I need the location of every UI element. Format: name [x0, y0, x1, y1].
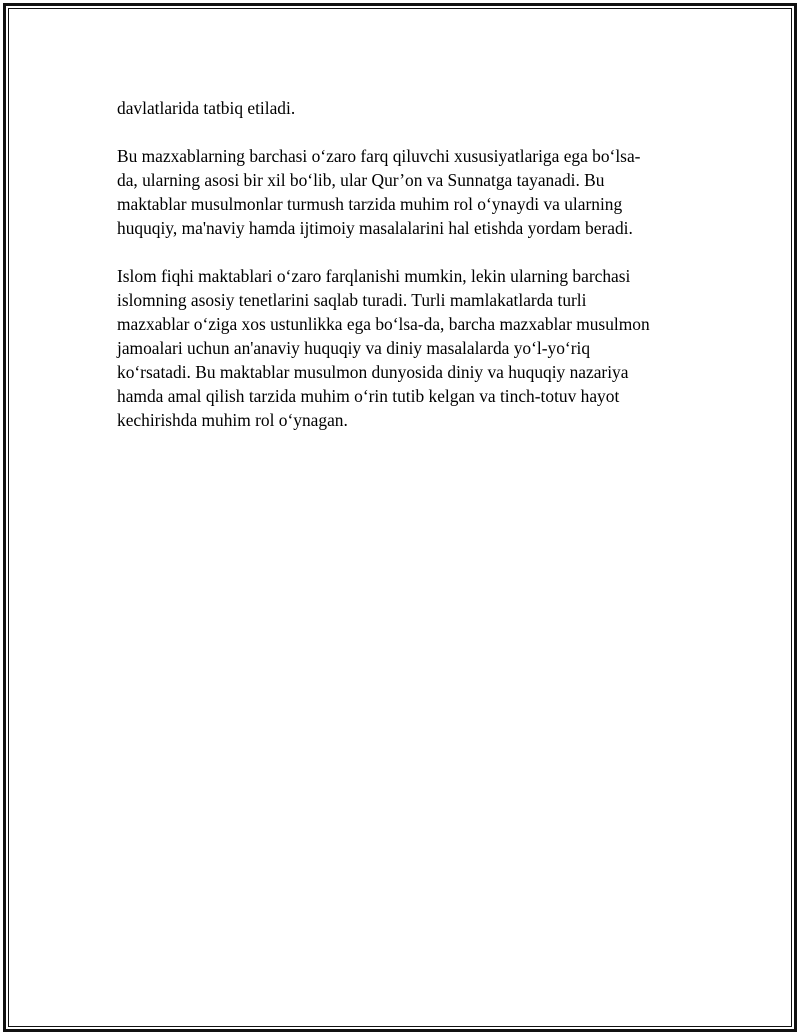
- text-line: maktablar musulmonlar turmush tarzida muhim rol o‘ynaydi va ularning: [117, 194, 623, 214]
- text-line: huquqiy, ma'naviy hamda ijtimoiy masalalarini hal etishda yordam beradi.: [117, 218, 633, 238]
- text-line: mazxablar o‘ziga xos ustunlikka ega bo‘lsa-da, barcha mazxablar musulmon: [117, 314, 650, 334]
- paragraph-3: [117, 264, 677, 432]
- text-line: jamoalari uchun an'anaviy huquqiy va diniy masalalarda yo‘l-yo‘riq: [117, 338, 591, 358]
- paragraph-1: [117, 96, 677, 120]
- text-line: kechirishda muhim rol o‘ynagan.: [117, 410, 348, 430]
- text-line: da, ularning asosi bir xil bo‘lib, ular Qur’on va Sunnatga tayanadi. Bu: [117, 170, 605, 190]
- text-line: ko‘rsatadi. Bu maktablar musulmon dunyosida diniy va huquqiy nazariya: [117, 362, 629, 382]
- text-line: davlatlarida tatbiq etiladi.: [117, 98, 296, 118]
- text-line: Islom fiqhi maktablari o‘zaro farqlanishi mumkin, lekin ularning barchasi: [117, 266, 631, 286]
- page-border: [3, 3, 797, 1032]
- paragraph-2: [117, 144, 677, 240]
- document-body: [117, 96, 677, 456]
- text-line: islomning asosiy tenetlarini saqlab turadi. Turli mamlakatlarda turli: [117, 290, 587, 310]
- text-line: Bu mazxablarning barchasi o‘zaro farq qiluvchi xususiyatlariga ega bo‘lsa-: [117, 146, 641, 166]
- text-line: hamda amal qilish tarzida muhim o‘rin tutib kelgan va tinch-totuv hayot: [117, 386, 620, 406]
